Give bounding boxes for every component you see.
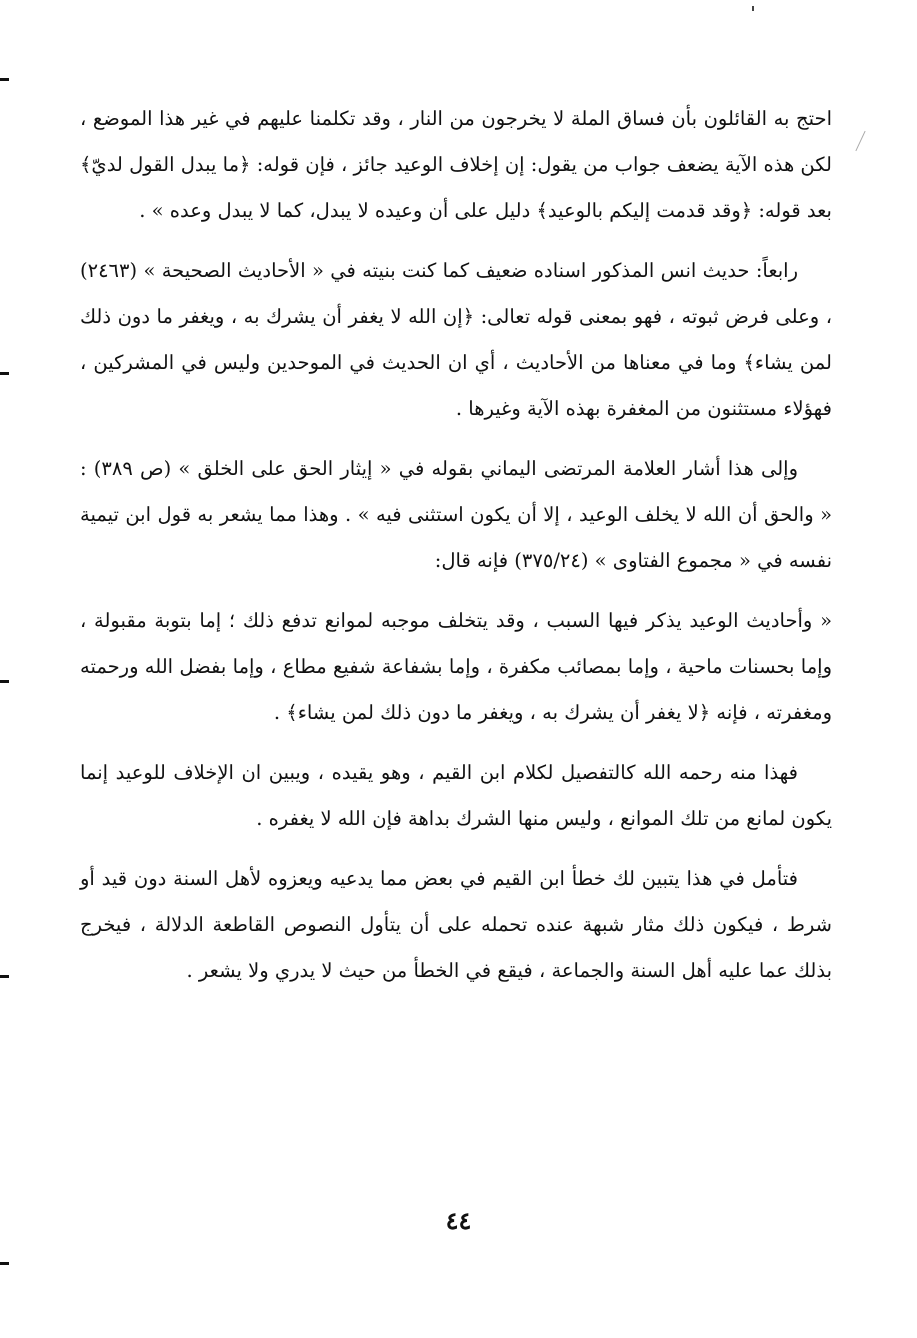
paragraph-quote-end: احتج به القائلون بأن فساق الملة لا يخرجون من النار ، وقد تكلمنا عليهم في غير هذا الموضع ، لكن هذه الآية يضعف جواب من يقول: إن إخلاف الوعيد جائز ، فإن قوله: ﴿ما يبدل القول لديّ﴾ بعد قوله: ﴿وقد قدمت إليكم بالوعيد﴾ دليل على أن وعيده لا يبدل، كما لا يبدل وعده » . [80, 107, 832, 222]
scan-mark [855, 131, 865, 151]
page-number: ٤٤ [445, 1206, 472, 1235]
binding-edge-mark [0, 372, 9, 375]
binding-edge-mark [0, 680, 9, 683]
scan-speck [752, 6, 754, 11]
binding-edge-mark [0, 78, 9, 81]
paragraph-clarification: فهذا منه رحمه الله كالتفصيل لكلام ابن القيم ، وهو يقيده ، ويبين ان الإخلاف للوعيد إنما يكون لمانع من تلك الموانع ، وليس منها الشرك بداهة فإن الله لا يغفره . [80, 761, 832, 830]
paragraph-yamani-reference: وإلى هذا أشار العلامة المرتضى اليماني بقوله في « إيثار الحق على الخلق » (ص ٣٨٩) : « والحق أن الله لا يخلف الوعيد ، إلا أن يكون استثنى فيه » . وهذا مما يشعر به قول ابن تيمية نفسه في « مجموع الفتاوى » (٣٧٥/٢٤) فإنه قال: [80, 457, 832, 572]
paragraph-ibn-taymiyyah-quote: « وأحاديث الوعيد يذكر فيها السبب ، وقد يتخلف موجبه لموانع تدفع ذلك ؛ إما بتوبة مقبولة ، وإما بحسنات ماحية ، وإما بمصائب مكفرة ، وإما بشفاعة شفيع مطاع ، وإما بفضل الله ورحمته ومغفرته ، فإنه ﴿لا يغفر أن يشرك به ، ويغفر ما دون ذلك لمن يشاء﴾ . [80, 609, 832, 724]
body-text [80, 96, 832, 1008]
binding-edge-mark [0, 975, 9, 978]
paragraph-conclusion: فتأمل في هذا يتبين لك خطأ ابن القيم في بعض مما يدعيه ويعزوه لأهل السنة دون قيد أو شرط ، فيكون ذلك مثار شبهة عنده تحمله على أن يتأول النصوص القاطعة الدلالة ، فيخرج بذلك عما عليه أهل السنة والجماعة ، فيقع في الخطأ من حيث لا يدري ولا يشعر . [80, 867, 832, 982]
binding-edge-mark [0, 1262, 9, 1265]
paragraph-fourth-point: رابعاً: حديث انس المذكور اسناده ضعيف كما كنت بنيته في « الأحاديث الصحيحة » (٢٤٦٣) ، وعلى فرض ثبوته ، فهو بمعنى قوله تعالى: ﴿إن الله لا يغفر أن يشرك به ، ويغفر ما دون ذلك لمن يشاء﴾ وما في معناها من الأحاديث ، أي ان الحديث في الموحدين وليس في المشركين ، فهؤلاء مستثنون من المغفرة بهذه الآية وغيرها . [80, 259, 832, 420]
